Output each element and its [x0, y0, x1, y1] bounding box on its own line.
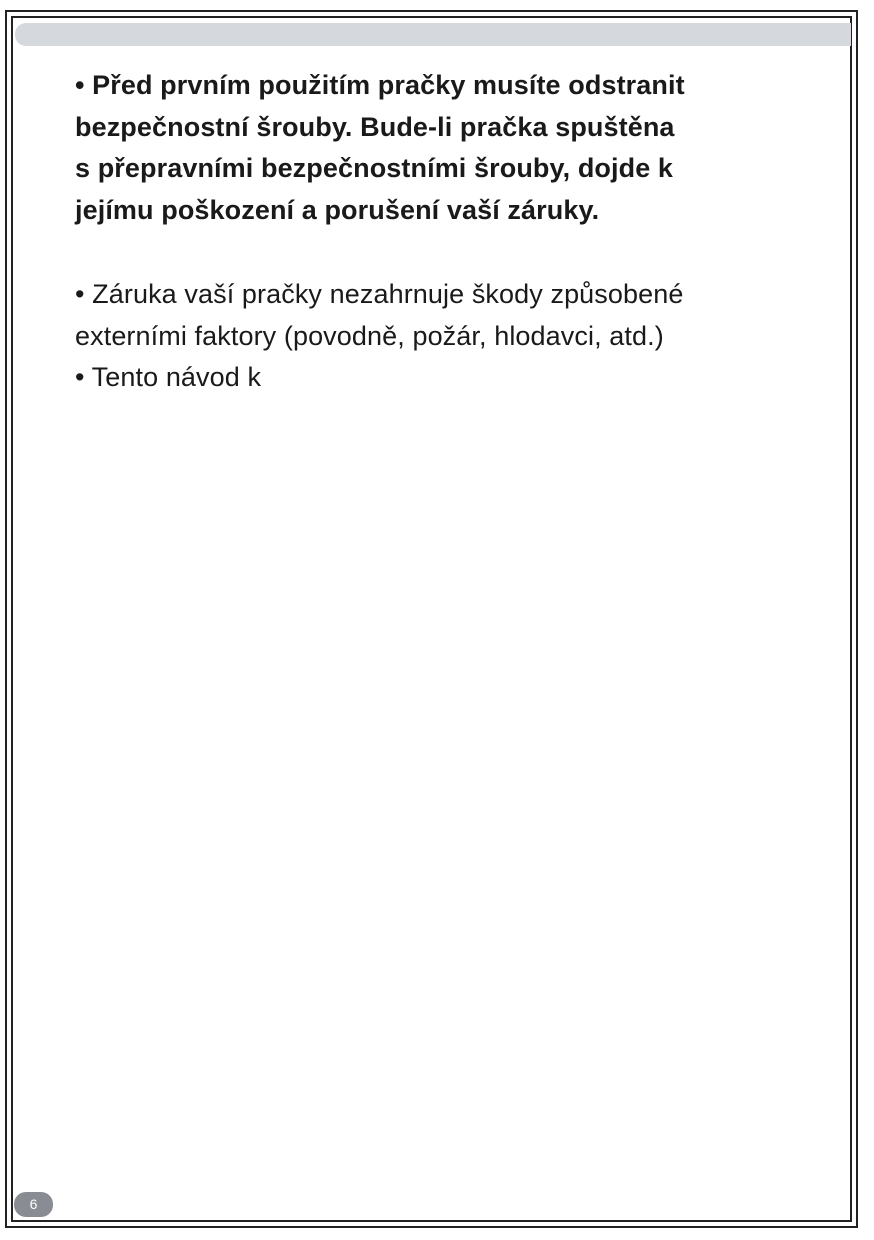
text-line: • Před prvním použitím pračky musíte odstranit [75, 70, 685, 100]
page-content [75, 65, 795, 399]
header-bar [15, 23, 851, 46]
text-line: bezpečnostní šrouby. Bude-li pračka spuštěna [75, 111, 675, 142]
paragraph-spacer [75, 231, 795, 274]
warning-paragraph [75, 65, 795, 231]
text-line: s přepravními bezpečnostními šrouby, dojde k [75, 153, 674, 183]
warranty-paragraph [75, 274, 795, 399]
text-line: jejímu poškození a porušení vaší záruky. [75, 194, 600, 225]
text-line: externími faktory (povodně, požár, hlodavci, atd.) [75, 320, 664, 351]
page-number-badge: 6 [14, 1192, 53, 1217]
text-line: • Záruka vaší pračky nezahrnuje škody způsobené [75, 279, 684, 309]
text-line: • Tento návod k [75, 362, 262, 392]
